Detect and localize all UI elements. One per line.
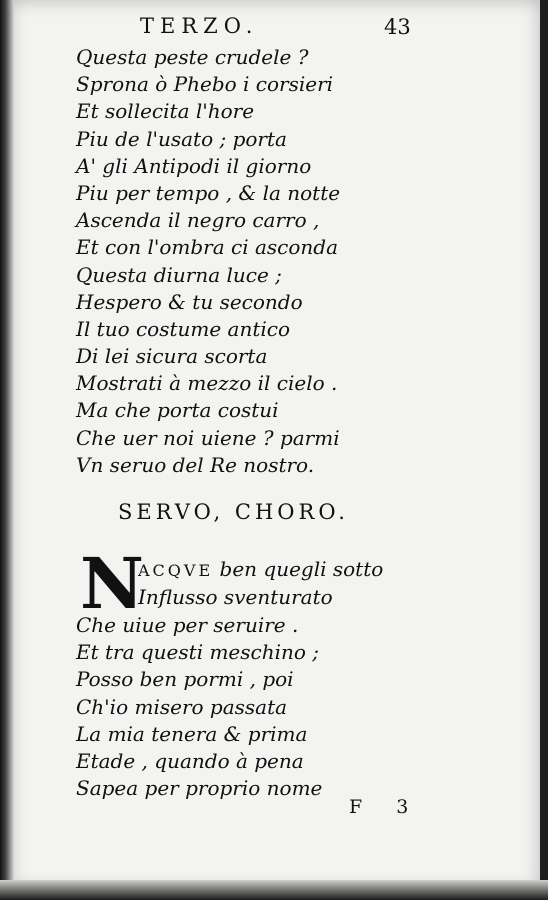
verse-line: Vn seruo del Re nostro. xyxy=(76,452,315,477)
verse-line: Et tra questi meschino ; xyxy=(76,640,320,665)
verse-line: Ch'io misero passata xyxy=(76,694,288,719)
first-line-rest: ben quegli sotto xyxy=(213,557,384,581)
page-bottom-edge xyxy=(0,880,548,900)
page-number: 43 xyxy=(384,15,411,39)
verse-line: Ascenda il negro carro , xyxy=(76,208,320,233)
verse-line: Questa diurna luce ; xyxy=(76,262,282,287)
verse-line: Di lei sicura scorta xyxy=(76,344,268,369)
page-gutter-shadow xyxy=(0,0,14,900)
verse-line: A' gli Antipodi il giorno xyxy=(76,153,312,178)
speech-first-line xyxy=(138,556,383,584)
verse-line: Il tuo costume antico xyxy=(76,316,291,341)
verse-line: Che uiue per seruire . xyxy=(76,613,299,637)
drop-cap: N xyxy=(80,542,144,625)
verse-line: La mia tenera & prima xyxy=(76,721,308,746)
verse-line: Ma che porta costui xyxy=(76,398,279,423)
verse-line: Sapea per proprio nome xyxy=(76,776,323,801)
verse-line: Piu per tempo , & la notte xyxy=(76,180,341,205)
section-heading: SERVO, CHORO. xyxy=(118,500,349,524)
verse-line: Piu de l'usato ; porta xyxy=(76,126,287,151)
verse-line: Questa peste crudele ? xyxy=(76,45,309,69)
speech-second-line: Influsso sventurato xyxy=(138,585,333,609)
verse-line: Che uer noi uiene ? parmi xyxy=(76,425,340,450)
verse-block-2 xyxy=(76,612,322,802)
verse-line: Et sollecita l'hore xyxy=(76,99,255,124)
verse-line: Etade , quando à pena xyxy=(76,748,304,773)
first-word-caps: ACQVE xyxy=(138,561,214,580)
verse-line: Et con l'ombra ci asconda xyxy=(76,235,339,260)
verse-line: Mostrati à mezzo il cielo . xyxy=(76,371,338,396)
running-head: TERZO. xyxy=(140,14,259,38)
signature-mark: F 3 xyxy=(349,796,423,818)
verse-line: Posso ben pormi , poi xyxy=(76,667,294,692)
verse-line: Hespero & tu secondo xyxy=(76,289,303,314)
verse-block-1 xyxy=(76,44,340,479)
verse-line: Sprona ò Phebo i corsieri xyxy=(76,72,334,97)
